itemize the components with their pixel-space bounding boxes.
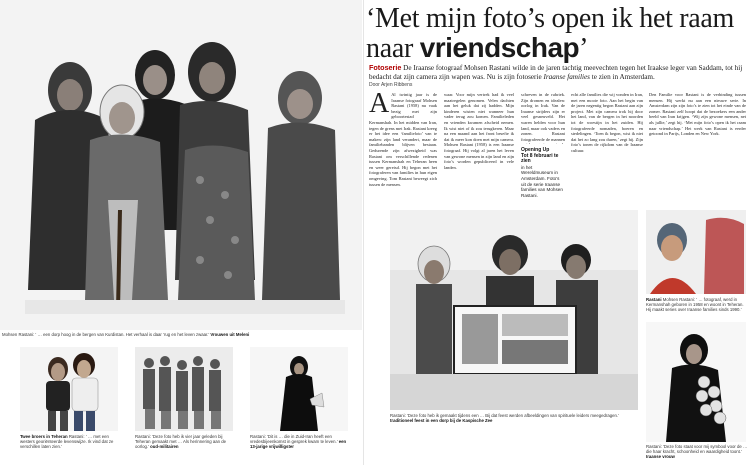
bouquet-illustration [646, 322, 746, 442]
caption-family-bold: traditioneel feest in een dorp bij de Kaspische Zee [390, 418, 493, 424]
caption-portrait [646, 297, 748, 313]
intro-kicker: Fotoserie [369, 63, 402, 72]
main-photo-women-meleni [0, 0, 362, 330]
sidebar-line1: Tot 8 februari te zien [521, 152, 559, 165]
caption-main [2, 332, 360, 337]
caption-soldiers [135, 434, 235, 450]
caption-woman-bold: een 13-jarige vrijwilligster [250, 439, 347, 450]
photo-two-brothers [20, 347, 118, 431]
photo-village-feast [390, 210, 638, 410]
caption-family [390, 413, 640, 423]
caption-family-text: Rastani: ‘Deze foto heb ik gemaakt tijdens een … Bij dat feest werden afbeeldingen van spirituele leiders meegedragen.’ [390, 413, 619, 418]
photo-veiled-woman [250, 347, 348, 431]
caption-soldiers-text: Rastani: ‘Deze foto heb ik vier jaar geleden bij Teheran gemaakt met … Als herinnering aan de oorlog.’ [135, 434, 227, 450]
caption-portrait-text: Mohsen Rastani: ‘ … fotograaf, werd in Kermanshah geboren in 1958 en woont in Teheran. Hij maakt series over Iraanse families sinds 1990.’ [646, 297, 744, 313]
intro-standfirst [369, 64, 745, 81]
body-column-3-text: schreven in de rubriek. Zijn dromen en idealen: oorlog in Irak. Van de Iraanse strijders zijn er veel gesneuveld. Het waren helden voor hun land, maar ook vaders en zonen. Rastani fotografeerde de mannen [521, 92, 565, 142]
headline-part3: ’ [579, 33, 589, 64]
veiled-woman-illustration [250, 347, 348, 431]
caption-woman-text: Rastani: ‘Dit is … die in Zuid-Iran heeft een vredesbijeenkomst in gesprek kwam te leven.’ [250, 434, 338, 445]
caption-bouquet [646, 444, 748, 460]
intro-text: De Iraanse fotograaf Mohsen Rastani wilde in de jaren tachtig meevechten tegen het Iraakse leger van Saddam, tot hij bedacht dat zijn camera zijn wapen was. Nu is zijn fotoserie [369, 64, 743, 81]
photo-rastani-portrait [646, 210, 746, 294]
page-gutter [363, 0, 364, 465]
feast-illustration [390, 210, 638, 410]
headline-strong: vriendschap [419, 32, 580, 63]
soldiers-illustration [135, 347, 233, 431]
caption-portrait-bold: Rastani [646, 297, 662, 302]
sidebar-body: in het Wereldmuseum in Amsterdam. Foto’s uit de serie Iraanse families van Mohsen Rastani. [521, 164, 563, 198]
caption-soldiers-bold: oud-militairen [150, 444, 179, 450]
body-column-5 [649, 92, 746, 202]
body-column-4 [571, 92, 643, 202]
caption-boys-bold: Twee broers in Teheran [20, 434, 68, 439]
body-column-4-text: echt alle families die wij vonden in Iran, met een mooie foto. Aan het begin van de jaren negentig begon Rastani aan zijn project. Met zijn camera trok hij door het land, van de bergen in het noorden tot de woestijn in het zuiden. Hij fotografeerde nomaden, boeren en stedelingen. ‘Toen ik begon, wist ik niet dat het zo lang zou duren,’ zegt hij. Zijn foto’s tonen de rijkdom van de Iraanse cultuur. [571, 92, 643, 153]
body-column-2-text: waar. Voor mijn vertrek had ik veel maatregelen genomen. Velen dachten aan het geluk dat zij hadden. Mijn kinderen wisten niet wanneer hun vader terug zou komen. Familieleden en vrienden kwamen afscheid nemen. Ik wist niet of ik zou terugkeren. Maar na een maand aan het front besefte ik dat ik meer kon doen met mijn camera. Mohsen Rastani (1958) is een Iraanse fotograaf. Hij volgt al jaren het leven van gewone mensen in zijn land en zijn foto’s worden gepubliceerd in vele landen. [444, 92, 514, 170]
intro-tail: te zien in Amsterdam. [589, 72, 655, 81]
exhibition-sidebar [521, 148, 565, 198]
byline: Door Arjen Ribbens [369, 82, 413, 88]
body-column-1-text: Al twintig jaar is de Iraanse fotograaf Mohsen Rastani (1958) nu vaak bezig met zijn geboortestad Kermanshah. In het midden van Iran, tegen de grens met Irak. Rastani kreeg er het idee een ‘familiefoto’ van te maken: zijn land verandert, maar de familiebanden blijven bestaan. Gedurende zijn afwezigheid was Rastani om verschillende redenen tussen Kermanshah en Teheran heen en weer gereisd. Hij begon met het fotograferen van families in hun eigen omgeving. Tom Rastani beweegt zich tussen de mensen. [369, 92, 437, 187]
dropcap: A [369, 92, 390, 119]
caption-main-bold: Vrouwen uit Meleni [210, 332, 250, 337]
women-group-illustration [0, 0, 362, 330]
photo-woman-bouquet [646, 322, 746, 442]
caption-woman [250, 434, 350, 450]
body-column-3 [521, 92, 565, 144]
caption-boys-text: Rastani: ‘ … met een westers georiënteerde levenswijze. Ik vind dat ze verschillen laten zien.’ [20, 434, 114, 450]
intro-italic: Iraanse families [543, 72, 590, 81]
caption-bouquet-text: Rastani: ‘Deze foto staat voor mij symbool voor de … die haar kracht, schoonheid en waardigheid toont.’ [646, 444, 748, 455]
body-column-5-text: Den Familie voor Rastani is de verbinding tussen mensen. Hij werkt nu aan een nieuwe serie. In Amsterdam zijn zijn foto’s te zien tot het einde van de zomer. Rastani zelf hoopt dat de bezoekers een ander beeld van Iran krijgen. ‘Wij zijn gewone mensen, net als jullie,’ zegt hij. ‘Met mijn foto’s open ik het raam naar vriendschap.’ Het werk van Rastani is eerder getoond in Parijs, Londen en New York. [649, 92, 746, 137]
caption-bouquet-bold: Iraanse vrouw [646, 454, 675, 460]
brothers-illustration [20, 347, 118, 431]
photo-soldiers [135, 347, 233, 431]
caption-main-text: Mohsen Rastani: ‘ … een dorp hoog in de bergen van Kurdistan. Het verhaal is daar ‘rug en het leven zwaar.’ [2, 332, 210, 337]
headline-part1: ‘Met mijn foto’s open ik het raam naar [366, 3, 735, 64]
caption-boys [20, 434, 120, 450]
headline [366, 4, 746, 63]
sidebar-title: Opening Up [521, 147, 550, 153]
portrait-illustration [646, 210, 746, 294]
